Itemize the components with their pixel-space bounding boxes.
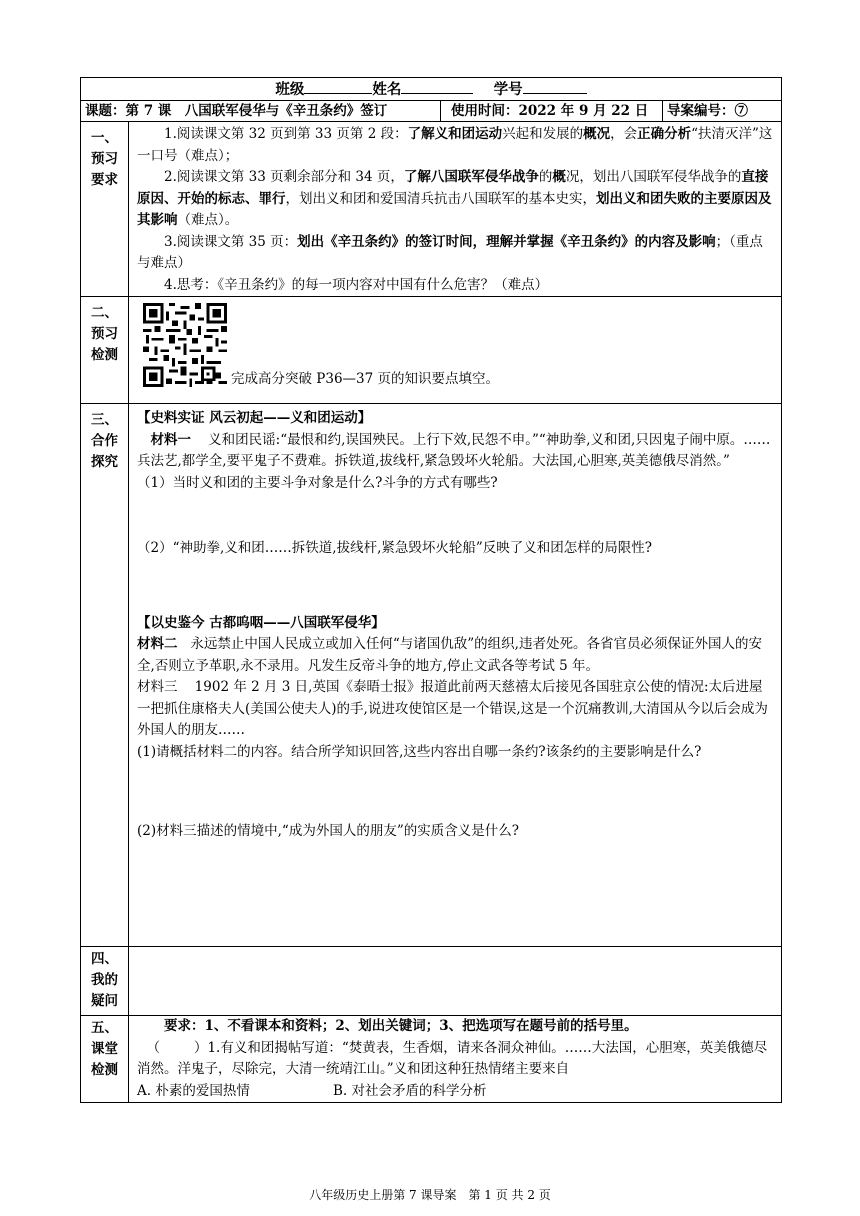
- guide-number-cell: 导案编号：⑦: [663, 101, 782, 122]
- section-2-label: 二、 预习 检测: [81, 297, 129, 404]
- topic-cell: 课题：第 7 课 八国联军侵华与《辛丑条约》签订: [81, 101, 441, 122]
- student-id-blank[interactable]: [523, 78, 587, 94]
- requirement-3: 3.阅读课文第 35 页：划出《辛丑条约》的签订时间，理解并掌握《辛丑条约》的内容及影响；（重点与难点）: [137, 233, 763, 271]
- option-b[interactable]: B. 对社会矛盾的科学分析: [333, 1082, 487, 1099]
- material-2: 材料二 永远禁止中国人民成立或加入任何“与诸国仇敌”的组织,违者处死。各省官员必须保证外国人的安全,否则立予革职,永不录用。凡发生反帝斗争的地方,停止文武各等考试 5 年。: [137, 636, 762, 674]
- material-3: 材料三 1902 年 2 月 3 日,英国《泰晤士报》报道此前两天慈禧太后接见各国驻京公使的情况:太后进屋一把抓住康格夫人(美国公使夫人)的手,说进攻使馆区是一个错误,这是一个沉痛教训,大清国从今以后会成为外国人的朋友……: [137, 679, 768, 738]
- date-cell: 使用时间：2022 年 9 月 22 日: [441, 101, 663, 122]
- option-a[interactable]: A. 朴素的爱国热情: [137, 1082, 250, 1099]
- qr-code-icon[interactable]: [139, 303, 231, 387]
- requirement-2: 2.阅读课文第 33 页剩余部分和 34 页，了解八国联军侵华战争的概况，划出八国联军侵华战争的直接原因、开始的标志、罪行，划出义和团和爱国清兵抗击八国联军的基本史实，划出义和团失败的主要原因及其影响（难点）。: [137, 169, 772, 228]
- qr-caption: 完成高分突破 P36—37 页的知识要点填空。: [231, 371, 500, 387]
- page-footer: 八年级历史上册第 7 课导案 第 1 页 共 2 页: [309, 1188, 551, 1202]
- question-4: (2)材料三描述的情境中,“成为外国人的朋友”的实质含义是什么?: [137, 823, 519, 839]
- worksheet-table: [80, 77, 782, 1103]
- cooperative-inquiry: [129, 404, 782, 947]
- section-4-label: 四、 我的 疑问: [81, 947, 129, 1016]
- my-questions-area[interactable]: [129, 947, 782, 1016]
- test-requirements: 要求：1、不看课本和资料；2、划出关键词；3、把选项写在题号前的括号里。: [164, 1018, 638, 1034]
- requirement-4: 4.思考：《辛丑条约》的每一项内容对中国有什么危害？（难点）: [164, 276, 549, 293]
- student-id-label: 学号: [493, 81, 523, 98]
- test-question-1: （ ）1.有义和团揭帖写道：“焚黄表，生香烟，请来各洞众神仙。……大法国，心胆寒，英美俄德尽消然。洋鬼子，尽除完，大清一统靖江山。”义和团这种狂热情绪主要来自: [137, 1039, 768, 1077]
- worksheet: [80, 77, 781, 1103]
- name-blank[interactable]: [401, 78, 473, 94]
- material-1: 材料一 义和团民谣:“最恨和约,误国殃民。上行下效,民怨不申。”“神助拳,义和团,只因鬼子闹中原。……兵法艺,都学全,要平鬼子不费难。拆铁道,拔线杆,紧急毁坏火轮船。大法国,心胆寒,英美德俄尽消然。”: [137, 431, 771, 469]
- name-label: 姓名: [372, 81, 402, 98]
- subheading-boxer-movement: 【史料实证 风云初起——义和团运动】: [137, 410, 372, 426]
- question-2: （2）“神助拳,义和团……拆铁道,拔线杆,紧急毁坏火轮船”反映了义和团怎样的局限性?: [137, 540, 653, 556]
- section-3-label: 三、 合作 探究: [81, 404, 129, 947]
- preview-requirements: [129, 122, 782, 297]
- preview-check: [129, 297, 782, 404]
- section-5-label: 五、 课堂 检测: [81, 1016, 129, 1103]
- section-1-label: 一、 预习 要求: [81, 122, 129, 297]
- student-info-row: [81, 78, 782, 101]
- class-label: 班级: [275, 81, 305, 98]
- question-3: (1)请概括材料二的内容。结合所学知识回答,这些内容出自哪一条约?该条约的主要影响是什么?: [137, 743, 702, 760]
- test-options: [137, 1081, 775, 1103]
- subheading-eight-nation: 【以史鉴今 古都呜咽——八国联军侵华】: [137, 614, 385, 631]
- class-blank[interactable]: [304, 78, 372, 94]
- class-test: [129, 1016, 782, 1103]
- question-1: （1）当时义和团的主要斗争对象是什么?斗争的方式有哪些?: [137, 474, 498, 491]
- requirement-1: 1.阅读课文第 32 页到第 33 页第 2 段：了解义和团运动兴起和发展的概况，会正确分析“扶清灭洋”这一口号（难点）；: [137, 126, 773, 164]
